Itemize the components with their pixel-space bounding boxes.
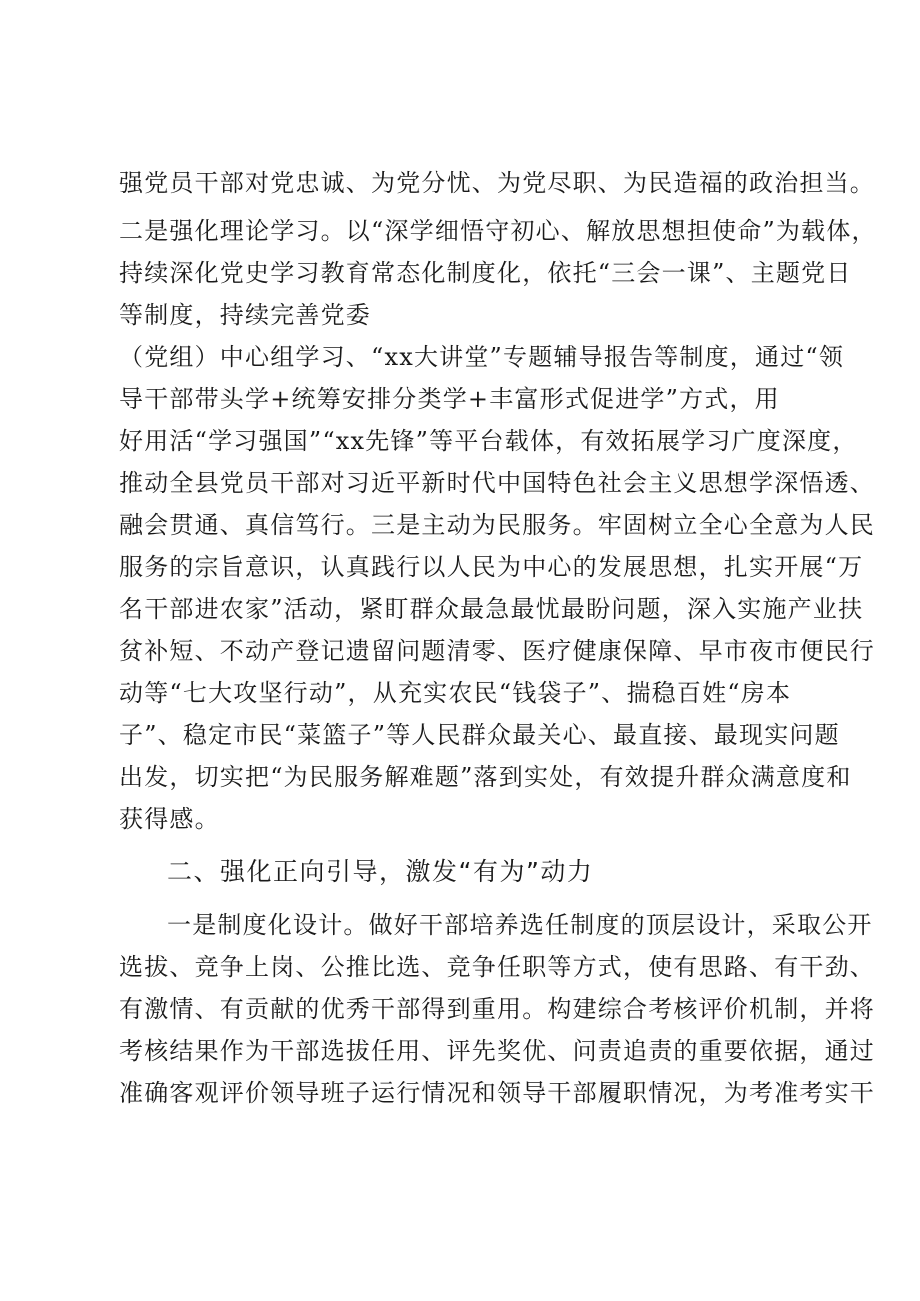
body-line-10: 服务的宗旨意识，认真践行以人民为中心的发展思想，扎实开展“万 xyxy=(119,553,864,581)
section2-line-5: 准确客观评价领导班子运行情况和领导干部履职情况，为考准考实干 xyxy=(119,1079,875,1107)
body-line-6: 导干部带头学+统筹安排分类学+丰富形式促进学”方式，用 xyxy=(119,385,780,413)
body-line-7: 好用活“学习强国”“xx先锋”等平台载体，有效拓展学习广度深度， xyxy=(119,427,858,455)
body-line-14: 子”、稳定市民“菜篮子”等人民群众最关心、最直接、最现实问题 xyxy=(119,721,840,749)
body-line-1: 强党员干部对党忠诚、为党分忧、为党尽职、为民造福的政治担当。 xyxy=(119,169,875,197)
body-line-5: （党组）中心组学习、“xx大讲堂”专题辅导报告等制度，通过“领 xyxy=(119,343,845,371)
body-line-4: 等制度，持续完善党委 xyxy=(119,301,371,329)
body-line-3: 持续深化党史学习教育常态化制度化，依托“三会一课”、主题党日 xyxy=(119,259,852,287)
body-line-11: 名干部进农家”活动，紧盯群众最急最忧最盼问题，深入实施产业扶 xyxy=(119,595,864,623)
section2-line-3: 有激情、有贡献的优秀干部得到重用。构建综合考核评价机制，并将 xyxy=(119,995,875,1023)
section2-line-2: 选拔、竞争上岗、公推比选、竞争任职等方式，使有思路、有干劲、 xyxy=(119,953,875,981)
section-heading: 二、强化正向引导，激发“有为”动力 xyxy=(167,857,594,886)
body-line-9: 融会贯通、真信笃行。三是主动为民服务。牢固树立全心全意为人民 xyxy=(119,511,875,539)
body-line-8: 推动全县党员干部对习近平新时代中国特色社会主义思想学深悟透、 xyxy=(119,469,875,497)
body-line-16: 获得感。 xyxy=(119,805,220,833)
body-line-13: 动等“七大攻坚行动”，从充实农民“钱袋子”、揣稳百姓“房本 xyxy=(119,679,792,707)
section2-line-1: 一是制度化设计。做好干部培养选任制度的顶层设计，采取公开 xyxy=(167,911,873,939)
body-line-2: 二是强化理论学习。以“深学细悟守初心、解放思想担使命”为载体， xyxy=(119,217,877,245)
section2-line-4: 考核结果作为干部选拔任用、评先奖优、问责追责的重要依据，通过 xyxy=(119,1037,875,1065)
body-line-12: 贫补短、不动产登记遗留问题清零、医疗健康保障、早市夜市便民行 xyxy=(119,637,875,665)
body-line-15: 出发，切实把“为民服务解难题”落到实处，有效提升群众满意度和 xyxy=(119,763,852,791)
